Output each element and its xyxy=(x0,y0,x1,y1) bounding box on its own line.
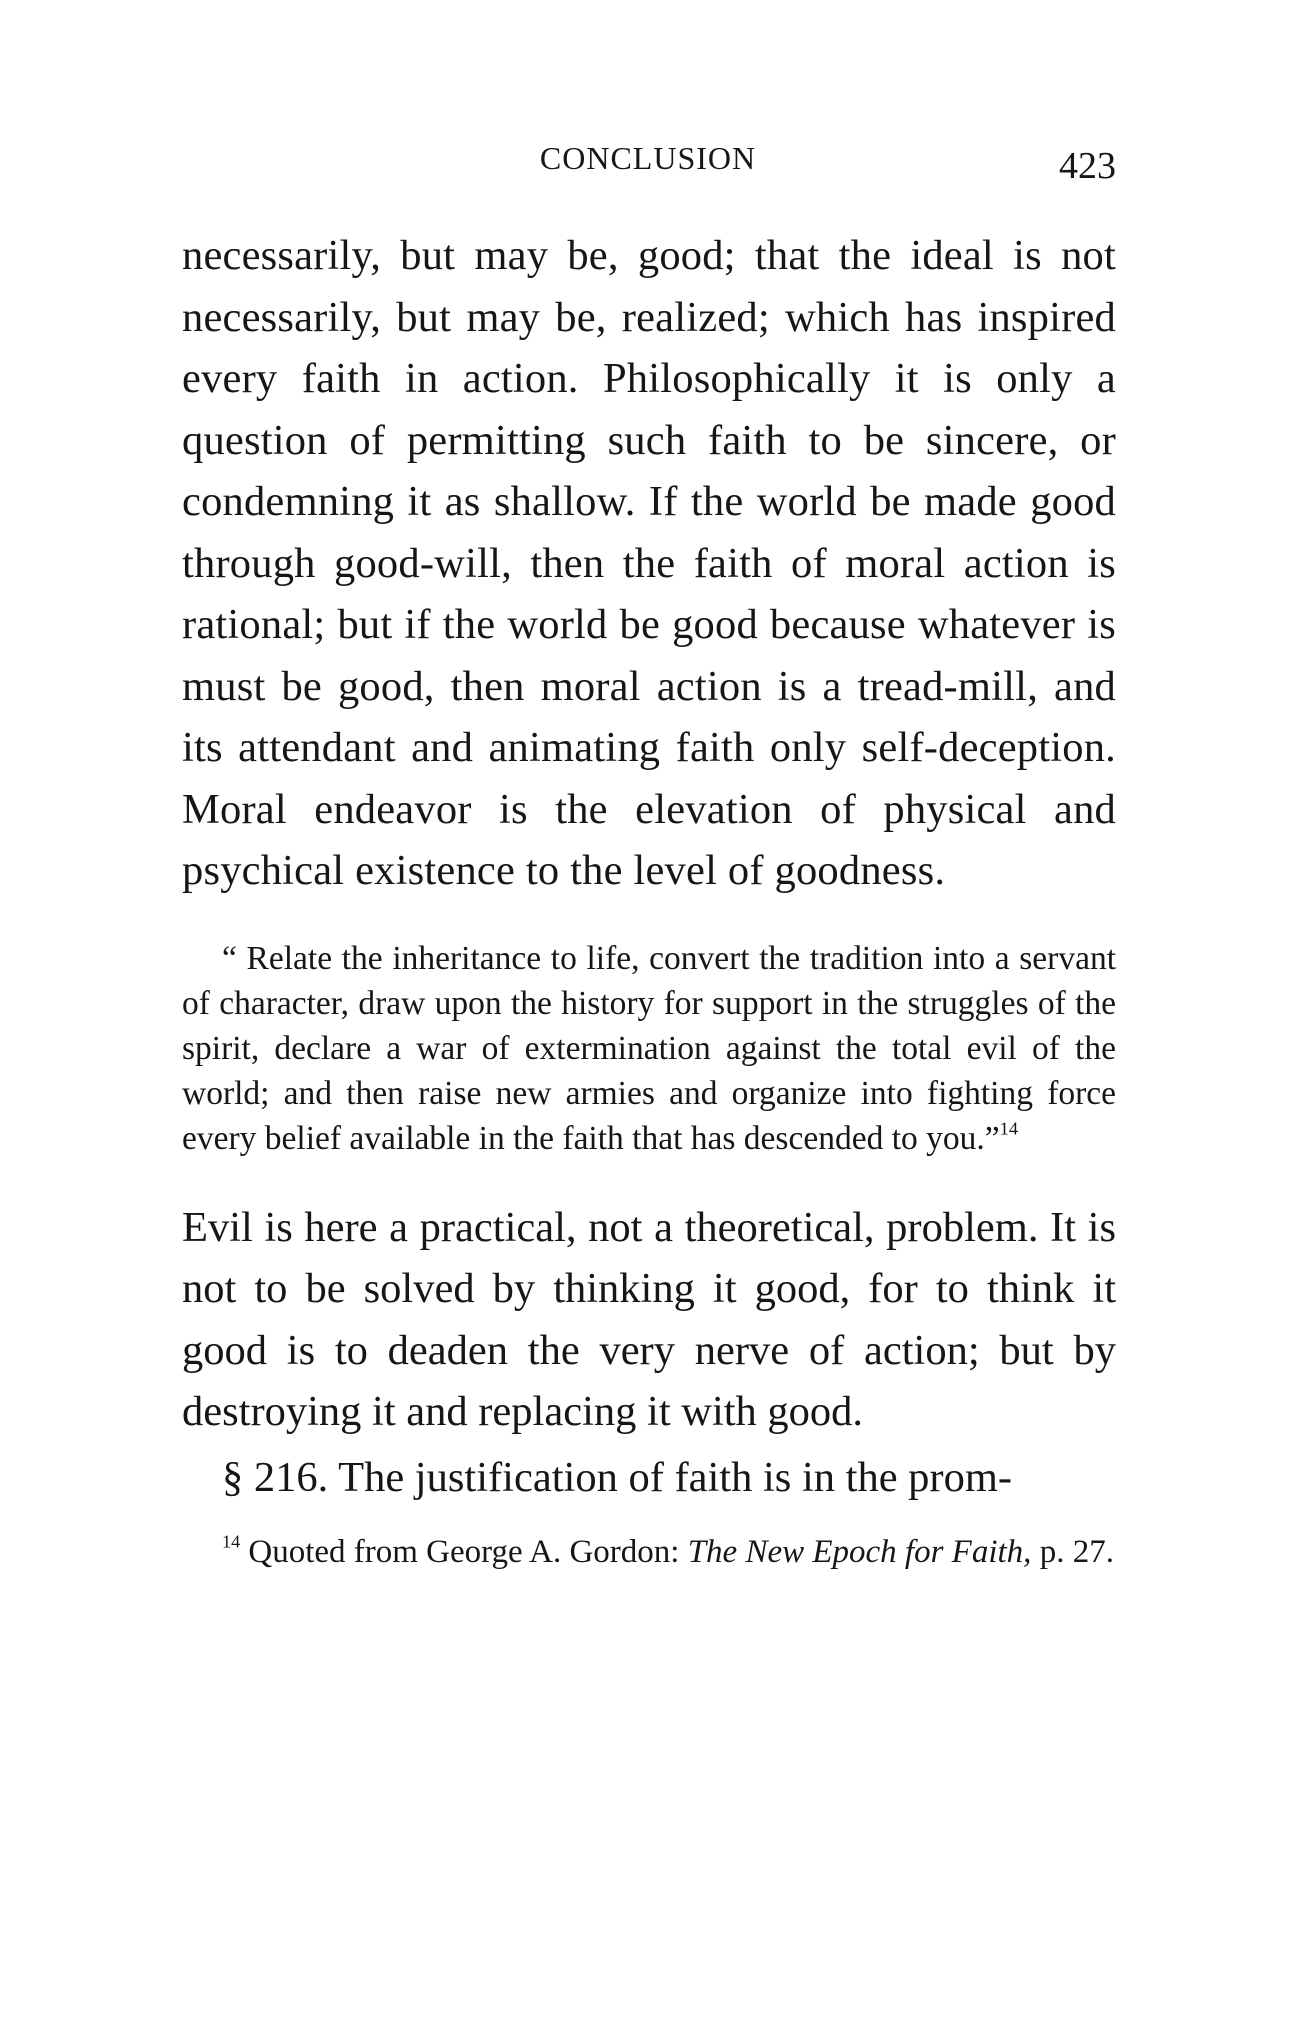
footnote-lead: Quoted from George A. Gordon: xyxy=(248,1534,688,1570)
body-paragraph: Evil is here a practical, not a theoretical, problem. It is not to be solved by thinking it good, for to think it good is to deaden the very nerve of action; but by destroying it and replacing it with good. xyxy=(182,1203,1116,1435)
footnote-book-title: The New Epoch for Faith, xyxy=(687,1534,1032,1570)
footnote xyxy=(182,1532,1116,1572)
body-paragraph: necessarily, but may be, good; that the ideal is not necessarily, but may be, realized; which has inspired every faith in action. Philosophically it is only a question of permitting such faith to be sincere, or condemning it as shallow. If the world be made good through good-will, then the faith of moral action is rational; but if the world be good because whatever is must be good, then moral action is a tread-mill, and its attendant and animating faith only self-deception. Moral endeavor is the elevation of physical and psychical existence to the level of goodness. xyxy=(182,232,1116,894)
quotation-text: “ Relate the inheritance to life, convert the tradition into a servant of character, draw upon the history for support in the struggles of the spirit, declare a war of extermination against the total evil of the world; and then raise new armies and organize into fighting force every belief available in the faith that has descended to you.” xyxy=(182,939,1116,1157)
block-quotation xyxy=(182,936,1116,1161)
text-block xyxy=(182,225,1116,1572)
running-title: CONCLUSION xyxy=(539,140,757,176)
footnote-reference: 14 xyxy=(999,1117,1019,1138)
footnote-number: 14 xyxy=(222,1531,241,1552)
section-paragraph: § 216. The justification of faith is in the prom- xyxy=(222,1453,1013,1501)
footnote-tail: p. 27. xyxy=(1031,1534,1114,1570)
running-head xyxy=(180,140,1116,190)
page-number: 423 xyxy=(1059,145,1116,187)
